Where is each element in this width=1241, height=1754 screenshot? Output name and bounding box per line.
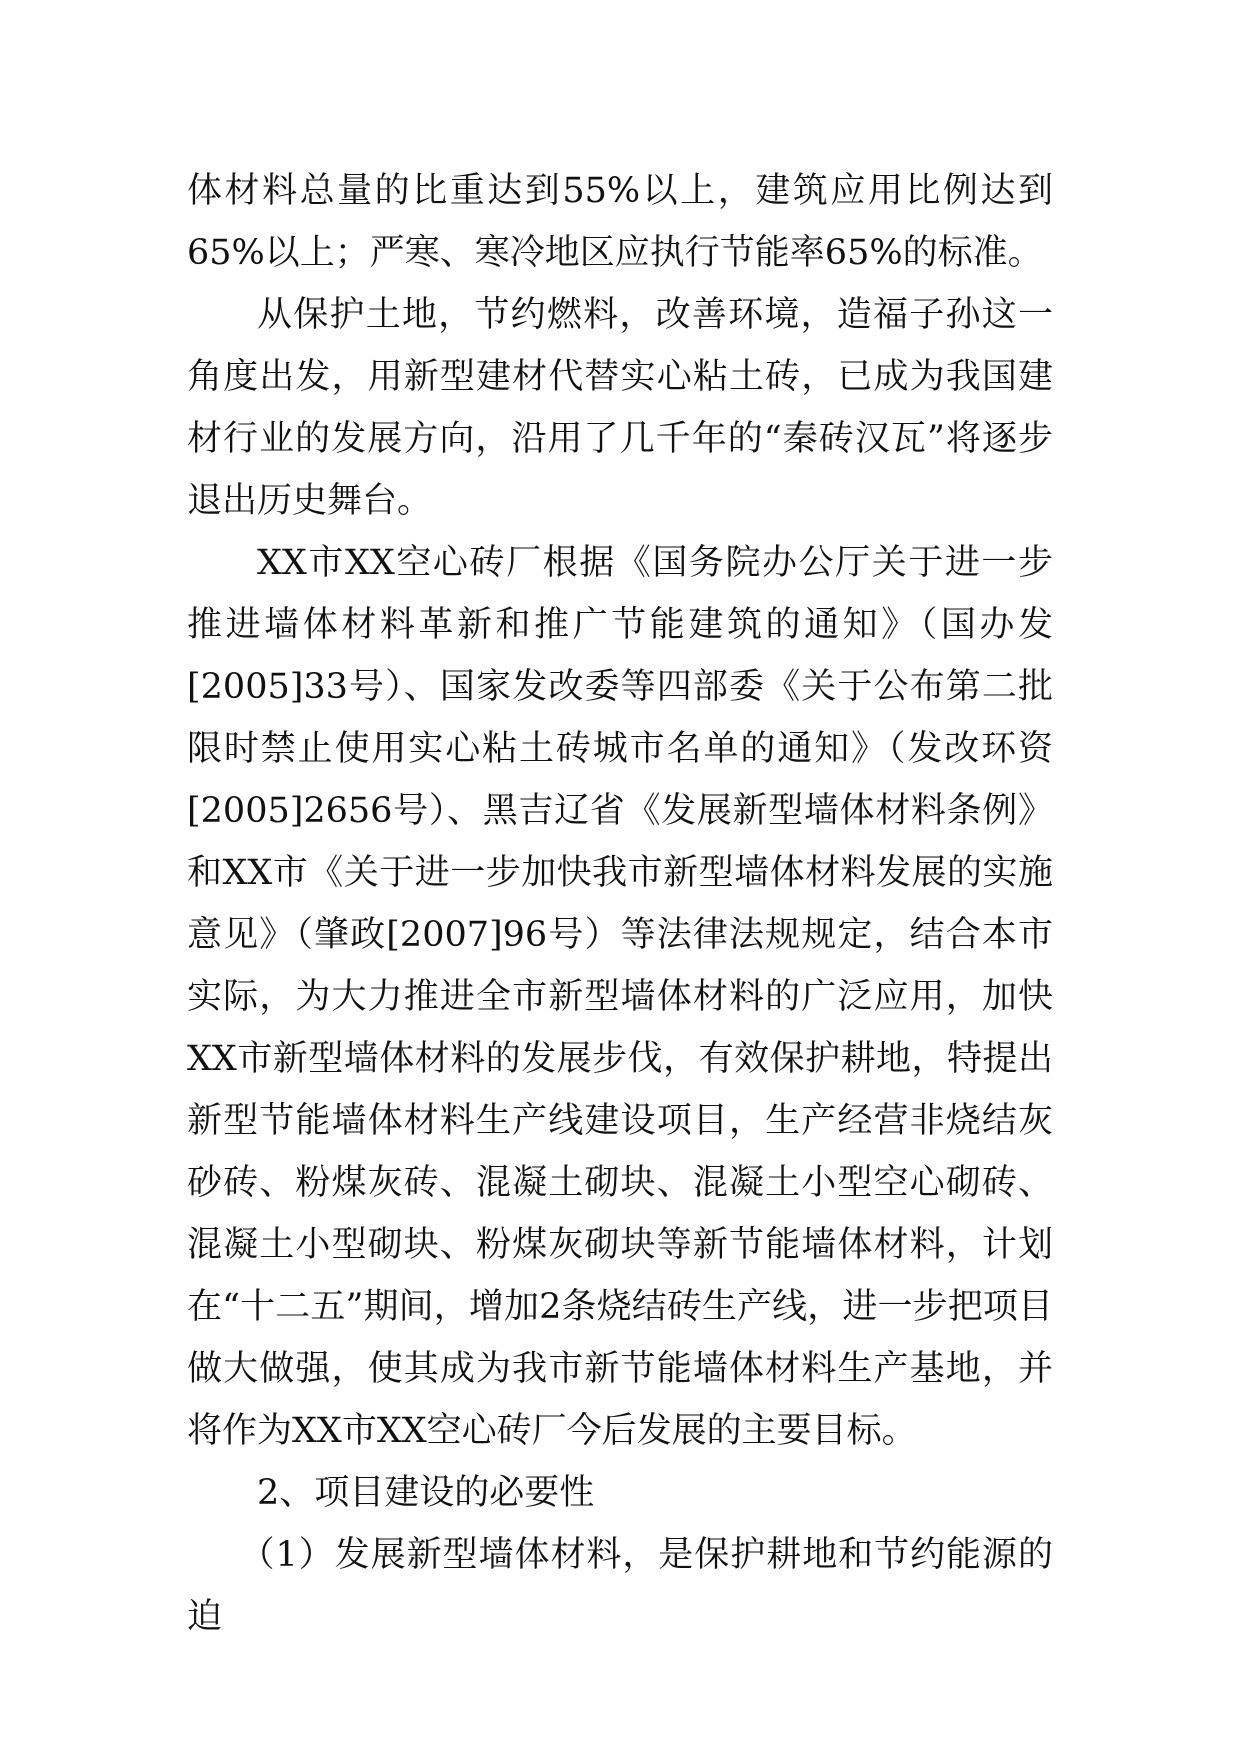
paragraph-project-basis: XX市XX空心砖厂根据《国务院办公厅关于进一步推进墙体材料革新和推广节能建筑的通知》（国办发[2005]33号）、国家发改委等四部委《关于公布第二批限时禁止使用实心粘土砖城市名单的通知》（发改环资[2005]2656号）、黑吉辽省《发展新型墙体材料条例》和XX市《关于进一步加快我市新型墙体材料发展的实施意见》（肇政[2007]96号）等法律法规规定，结合本市实际，为大力推进全市新型墙体材料的广泛应用，加快XX市新型墙体材料的发展步伐，有效保护耕地，特提出新型节能墙体材料生产线建设项目，生产经营非烧结灰砂砖、粉煤灰砖、混凝土砌块、混凝土小型空心砌砖、混凝土小型砌块、粉煤灰砌块等新节能墙体材料，计划在“十二五”期间，增加2条烧结砖生产线，进一步把项目做大做强，使其成为我市新节能墙体材料生产基地，并将作为XX市XX空心砖厂今后发展的主要目标。 [187, 543, 1053, 1451]
paragraph-land-protection: 从保护土地，节约燃料，改善环境，造福子孙这一角度出发，用新型建材代替实心粘土砖，已成为我国建材行业的发展方向，沿用了几千年的“秦砖汉瓦”将逐步退出历史舞台。 [187, 295, 1053, 521]
section-heading: 2、项目建设的必要性 [257, 1473, 595, 1513]
subsection-heading: （1）发展新型墙体材料，是保护耕地和节约能源的迫 [187, 1535, 1053, 1637]
body-text [187, 160, 1053, 1648]
paragraph-continuation: 体材料总量的比重达到55%以上，建筑应用比例达到65%以上；严寒、寒冷地区应执行节能率65%的标准。 [187, 171, 1053, 273]
